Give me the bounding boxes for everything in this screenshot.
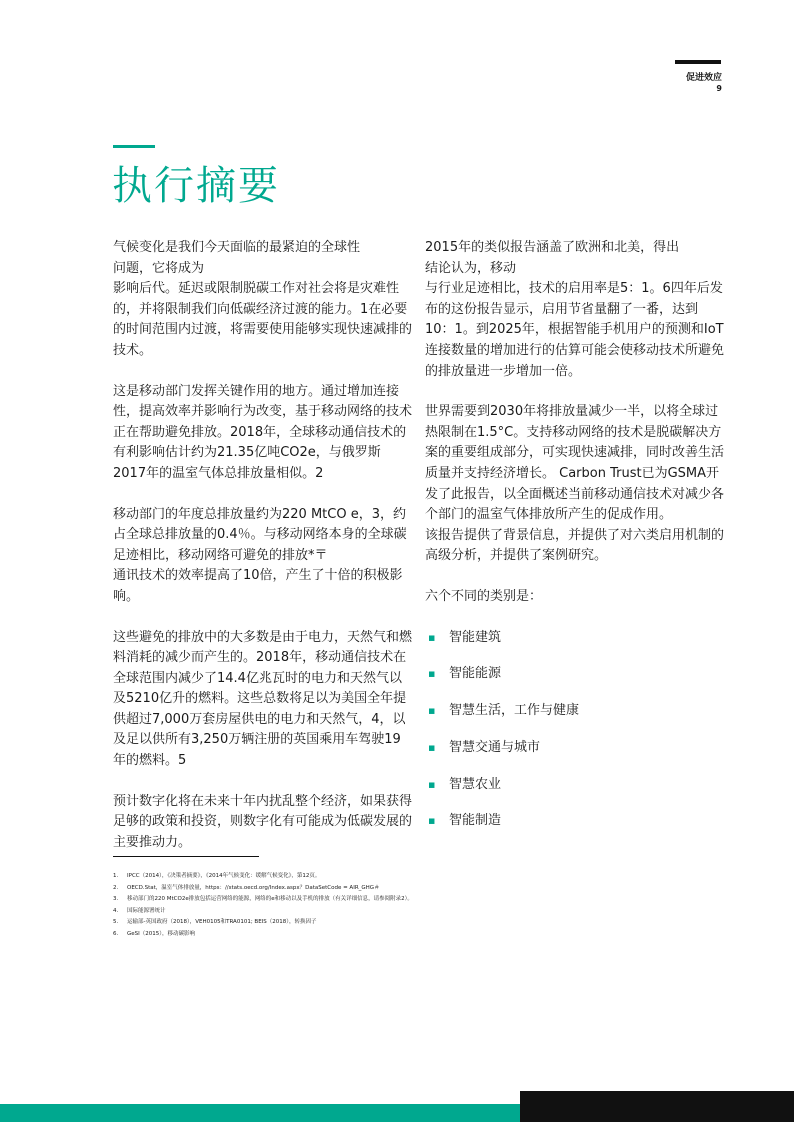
category-label: 智能制造 — [449, 813, 502, 829]
paragraph: 预计数字化将在未来十年内扰乱整个经济，如果获得足够的政策和投资，则数字化有可能成为低碳发展的主要推动力。 — [113, 793, 413, 850]
footnote — [113, 884, 673, 896]
footnote-text: IPCC（2014），《决策者摘要》，《2014年气候变化：缓解气候变化》，第12页。 — [127, 873, 321, 879]
list-item — [425, 664, 725, 701]
paragraph: 世界需要到2030年将排放量减少一半，以将全球过热限制在1.5°C。支持移动网络的技术是脱碳解决方案的重要组成部分，可实现快速减排，同时改善生活质量并支持经济增长。 Carbon Trust已为GSMA开发了此报告，以全面概述当前移动通信技术对减少各个部门的温室气体排放所产生的促成作用。 — [425, 404, 725, 523]
footnote-text: 移动部门的220 MtCO2e排放包括运营网络的能源，网络的e和移动以及手机的排放（有关详细信息，请参阅附录2）。 — [127, 896, 413, 903]
categories-intro: 六个不同的类别是： — [425, 588, 543, 604]
footnote-number: 5. — [113, 919, 119, 926]
square-bullet-icon: ▪ — [428, 630, 436, 644]
footnote-text: 国际能源署统计 — [127, 907, 166, 914]
footer-accent-bar — [0, 1104, 520, 1122]
running-header-title: 促进效应 — [685, 73, 722, 83]
list-item — [425, 628, 725, 665]
footnote — [113, 872, 673, 884]
square-bullet-icon: ▪ — [428, 777, 436, 791]
page-number: 9 — [716, 84, 722, 93]
category-label: 智慧交通与城市 — [449, 739, 541, 755]
paragraph: 移动部门的年度总排放量约为220 MtCO e，3，约占全球总排放量的0.4％。与移动网络本身的全球碳足迹相比，移动网络可避免的排放*〒 通讯技术的效率提高了10倍，产生了十倍的积极影响。 — [113, 506, 407, 604]
category-label: 智慧生活，工作与健康 — [449, 703, 580, 719]
footnote-number: 3. — [113, 896, 119, 903]
square-bullet-icon: ▪ — [428, 704, 436, 718]
paragraph: 这是移动部门发挥关键作用的地方。通过增加连接性，提高效率并影响行为改变，基于移动网络的技术正在帮助避免排放。2018年，全球移动通信技术的有利影响估计约为21.35亿吨CO2e，与俄罗斯2017年的温室气体总排放量相似。2 — [113, 383, 413, 481]
title-accent-bar — [113, 145, 155, 148]
paragraph: 2015年的类似报告涵盖了欧洲和北美，得出 结论认为，移动 与行业足迹相比，技术的启用率是5：1。6四年后发布的这份报告显示，启用节省量翻了一番，达到10：1。到2025年，根据智能手机用户的预测和IoT连接数量的增加进行的估算可能会使移动技术所避免的排放量进一步增加一倍。 — [425, 240, 725, 379]
footnote — [113, 918, 673, 930]
categories-list — [425, 628, 725, 849]
footnote-divider — [113, 856, 259, 857]
footnote — [113, 895, 673, 907]
list-item — [425, 775, 725, 812]
footnote-number: 2. — [113, 884, 119, 891]
paragraph: 气候变化是我们今天面临的最紧迫的全球性 问题，它将成为 影响后代。延迟或限制脱碳工作对社会将是灾难性的，并将限制我们向低碳经济过渡的能力。1在必要的时间范围内过渡，将需要使用能够实现快速减排的技术。 — [113, 240, 413, 358]
footnote-text: OECD.Stat，温室气体排放量，https：//stats.oecd.org/Index.aspx？DataSetCode = AIR_GHG＃ — [127, 884, 380, 891]
footnote-number: 4. — [113, 907, 119, 914]
square-bullet-icon: ▪ — [428, 667, 436, 681]
category-label: 智慧农业 — [449, 776, 502, 792]
paragraph: 该报告提供了背景信息，并提供了对六类启用机制的高级分析，并提供了案例研究。 — [425, 527, 725, 564]
list-item — [425, 738, 725, 775]
footnotes — [113, 872, 673, 942]
left-column — [113, 238, 413, 873]
square-bullet-icon: ▪ — [428, 814, 436, 828]
category-label: 智能能源 — [449, 666, 502, 682]
footnote-text: 运输部-英国政府（2018），VEH0105和TRA0101; BEIS（2018），转换因子 — [127, 919, 317, 926]
footnote — [113, 930, 673, 942]
paragraph: 这些避免的排放中的大多数是由于电力，天然气和燃料消耗的减少而产生的。2018年，移动通信技术在全球范围内减少了14.4亿兆瓦时的电力和天然气以及5210亿升的燃料。这些总数将足以为美国全年提供超过7,000万套房屋供电的电力和天然气，4，以及足以供所有3,250万辆注册的英国乘用车驾驶19年的燃料。5 — [113, 629, 413, 769]
category-label: 智能建筑 — [449, 629, 502, 645]
footnote-number: 6. — [113, 930, 119, 937]
footnote-text: GeSI（2015），移动碳影响 — [127, 930, 196, 937]
list-item — [425, 701, 725, 738]
page-title: 执行摘要 — [112, 163, 280, 209]
footnote — [113, 907, 673, 919]
header-rule — [675, 60, 721, 64]
footnote-number: 1. — [113, 873, 119, 879]
footer-dark-bar — [520, 1091, 794, 1122]
list-item — [425, 811, 725, 848]
right-column — [425, 238, 725, 848]
square-bullet-icon: ▪ — [428, 740, 436, 754]
